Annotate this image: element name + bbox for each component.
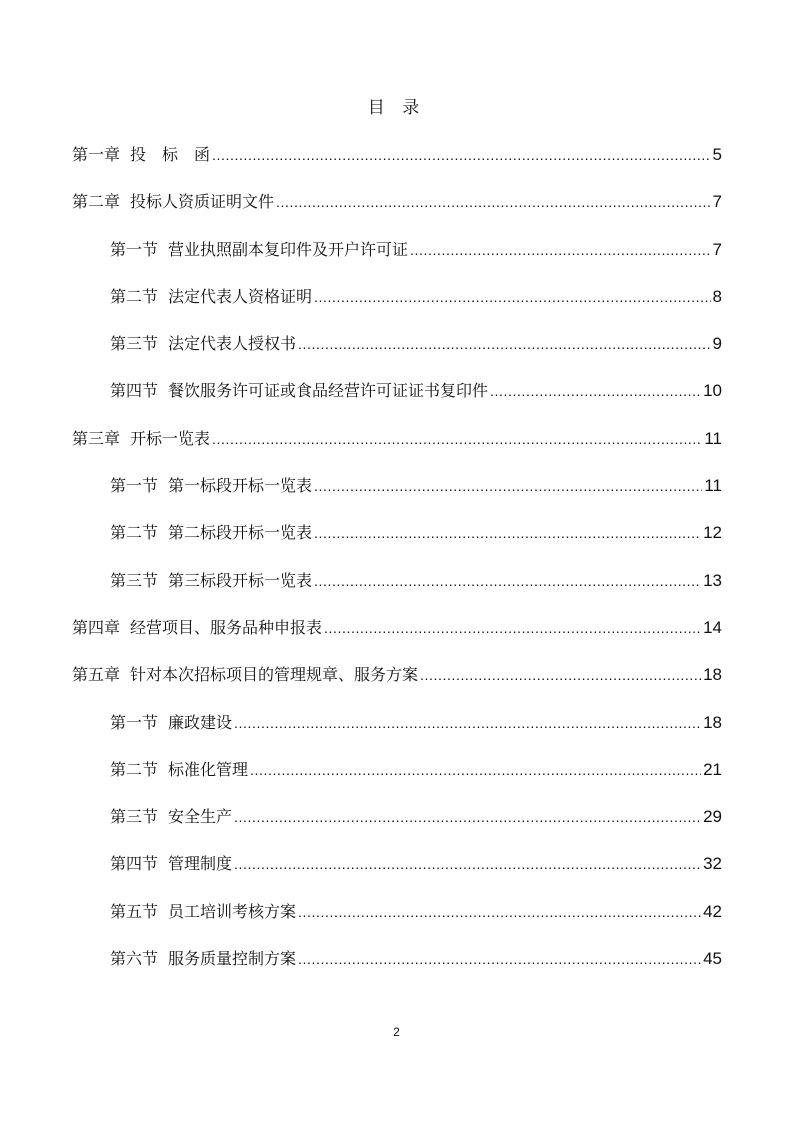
toc-entry-text: 廉政建设 <box>168 712 233 732</box>
toc-entry-page: 11 <box>704 476 722 496</box>
toc-entry-number: 第二章 <box>72 192 121 212</box>
toc-entry-number: 第四节 <box>110 381 159 401</box>
toc-entry-number: 第四节 <box>110 854 159 874</box>
toc-entry-label <box>110 805 232 829</box>
toc-entry-text: 投标人资质证明文件 <box>130 192 275 212</box>
toc-entry-page: 9 <box>712 334 722 354</box>
toc-entry-section[interactable] <box>72 285 722 332</box>
toc-entry-text: 餐饮服务许可证或食品经营许可证证书复印件 <box>168 381 489 401</box>
toc-entry-chapter-1[interactable] <box>72 143 722 190</box>
toc-entry-label <box>110 521 312 545</box>
toc-entry-label <box>110 900 296 924</box>
dot-leader <box>212 427 702 451</box>
toc-entry-text: 服务质量控制方案 <box>168 949 297 969</box>
toc-entry-page: 29 <box>703 807 722 827</box>
toc-title: 目 录 <box>367 98 426 118</box>
toc-entry-label <box>110 947 296 971</box>
toc-entry-number: 第四章 <box>72 617 121 637</box>
toc-entry-page: 12 <box>703 523 722 543</box>
dot-leader <box>324 616 701 640</box>
toc-entry-label <box>72 143 210 167</box>
toc-entry-section[interactable] <box>72 569 722 616</box>
toc-entry-page: 14 <box>703 617 722 637</box>
toc-entry-label <box>72 616 322 640</box>
toc-entry-chapter-3[interactable] <box>72 427 722 474</box>
dot-leader <box>234 711 701 735</box>
toc-entry-number: 第二节 <box>110 759 159 779</box>
toc-entry-section[interactable] <box>72 711 722 758</box>
toc-entry-section[interactable] <box>72 521 722 568</box>
toc-entry-number: 第二节 <box>110 523 159 543</box>
toc-entry-text: 营业执照副本复印件及开户许可证 <box>168 239 409 259</box>
toc-entry-section[interactable] <box>72 852 722 899</box>
toc-entry-label <box>72 427 210 451</box>
toc-entry-text: 投 标 函 <box>130 145 211 164</box>
toc-entry-page: 10 <box>703 381 722 401</box>
toc-entry-section[interactable] <box>72 947 722 994</box>
toc-entry-text: 管理制度 <box>168 854 233 874</box>
toc-entry-page: 7 <box>712 192 722 212</box>
toc-entry-text: 第三标段开标一览表 <box>168 570 313 590</box>
toc-entry-page: 18 <box>703 665 722 685</box>
dot-leader <box>250 758 701 782</box>
toc-entry-page: 42 <box>703 901 722 921</box>
toc-entry-label <box>110 285 312 309</box>
dot-leader <box>420 663 701 687</box>
toc-entry-label <box>72 663 418 687</box>
dot-leader <box>234 852 701 876</box>
dot-leader <box>410 238 711 262</box>
dot-leader <box>298 947 701 971</box>
toc-entry-number: 第一节 <box>110 476 159 496</box>
toc-entry-chapter-2[interactable] <box>72 190 722 237</box>
toc-entry-page: 18 <box>703 712 722 732</box>
toc-entry-section[interactable] <box>72 900 722 947</box>
toc-entry-label <box>110 238 408 262</box>
toc-entry-number: 第二节 <box>110 286 159 306</box>
toc-entry-text: 法定代表人资格证明 <box>168 286 313 306</box>
toc-entry-text: 开标一览表 <box>130 428 211 448</box>
toc-entry-section[interactable] <box>72 805 722 852</box>
dot-leader <box>298 900 701 924</box>
toc-entry-number: 第六节 <box>110 949 159 969</box>
toc-entry-number: 第五节 <box>110 901 159 921</box>
toc-entry-label <box>110 332 296 356</box>
dot-leader <box>314 521 701 545</box>
toc-entry-section[interactable] <box>72 474 722 521</box>
toc-entry-label <box>110 379 488 403</box>
toc-entry-page: 7 <box>712 239 722 259</box>
toc-entry-label <box>110 758 248 782</box>
toc-entry-chapter-4[interactable] <box>72 616 722 663</box>
dot-leader <box>314 474 702 498</box>
toc-entry-number: 第三节 <box>110 570 159 590</box>
toc-entry-text: 第一标段开标一览表 <box>168 476 313 496</box>
toc-entry-page: 32 <box>703 854 722 874</box>
toc-entry-number: 第一章 <box>72 145 121 164</box>
dot-leader <box>234 805 701 829</box>
toc-entry-page: 13 <box>703 570 722 590</box>
toc-entry-text: 经营项目、服务品种申报表 <box>130 617 323 637</box>
toc-entry-text: 针对本次招标项目的管理规章、服务方案 <box>130 665 419 685</box>
toc-entry-label <box>72 190 274 214</box>
toc-entry-number: 第三节 <box>110 807 159 827</box>
toc-entry-number: 第三章 <box>72 428 121 448</box>
toc-entry-label <box>110 569 312 593</box>
toc-entry-text: 第二标段开标一览表 <box>168 523 313 543</box>
table-of-contents <box>72 143 722 994</box>
toc-entry-section[interactable] <box>72 379 722 426</box>
toc-entry-section[interactable] <box>72 332 722 379</box>
page-number: 2 <box>393 1025 400 1039</box>
toc-entry-chapter-5[interactable] <box>72 663 722 710</box>
toc-entry-page: 21 <box>703 759 722 779</box>
toc-entry-text: 标准化管理 <box>168 759 249 779</box>
toc-entry-section[interactable] <box>72 238 722 285</box>
toc-entry-label <box>110 711 232 735</box>
toc-entry-label <box>110 474 312 498</box>
toc-entry-section[interactable] <box>72 758 722 805</box>
toc-entry-number: 第一节 <box>110 239 159 259</box>
toc-entry-label <box>110 852 232 876</box>
dot-leader <box>314 285 711 309</box>
dot-leader <box>298 332 711 356</box>
dot-leader <box>490 379 701 403</box>
dot-leader <box>276 190 711 214</box>
toc-entry-page: 8 <box>712 286 722 306</box>
toc-entry-page: 11 <box>704 428 722 448</box>
toc-entry-text: 法定代表人授权书 <box>168 334 297 354</box>
toc-entry-page: 5 <box>712 145 722 164</box>
toc-entry-text: 安全生产 <box>168 807 233 827</box>
toc-entry-page: 45 <box>703 949 722 969</box>
toc-entry-number: 第三节 <box>110 334 159 354</box>
toc-entry-number: 第一节 <box>110 712 159 732</box>
toc-entry-number: 第五章 <box>72 665 121 685</box>
dot-leader <box>212 143 711 167</box>
dot-leader <box>314 569 701 593</box>
toc-entry-text: 员工培训考核方案 <box>168 901 297 921</box>
